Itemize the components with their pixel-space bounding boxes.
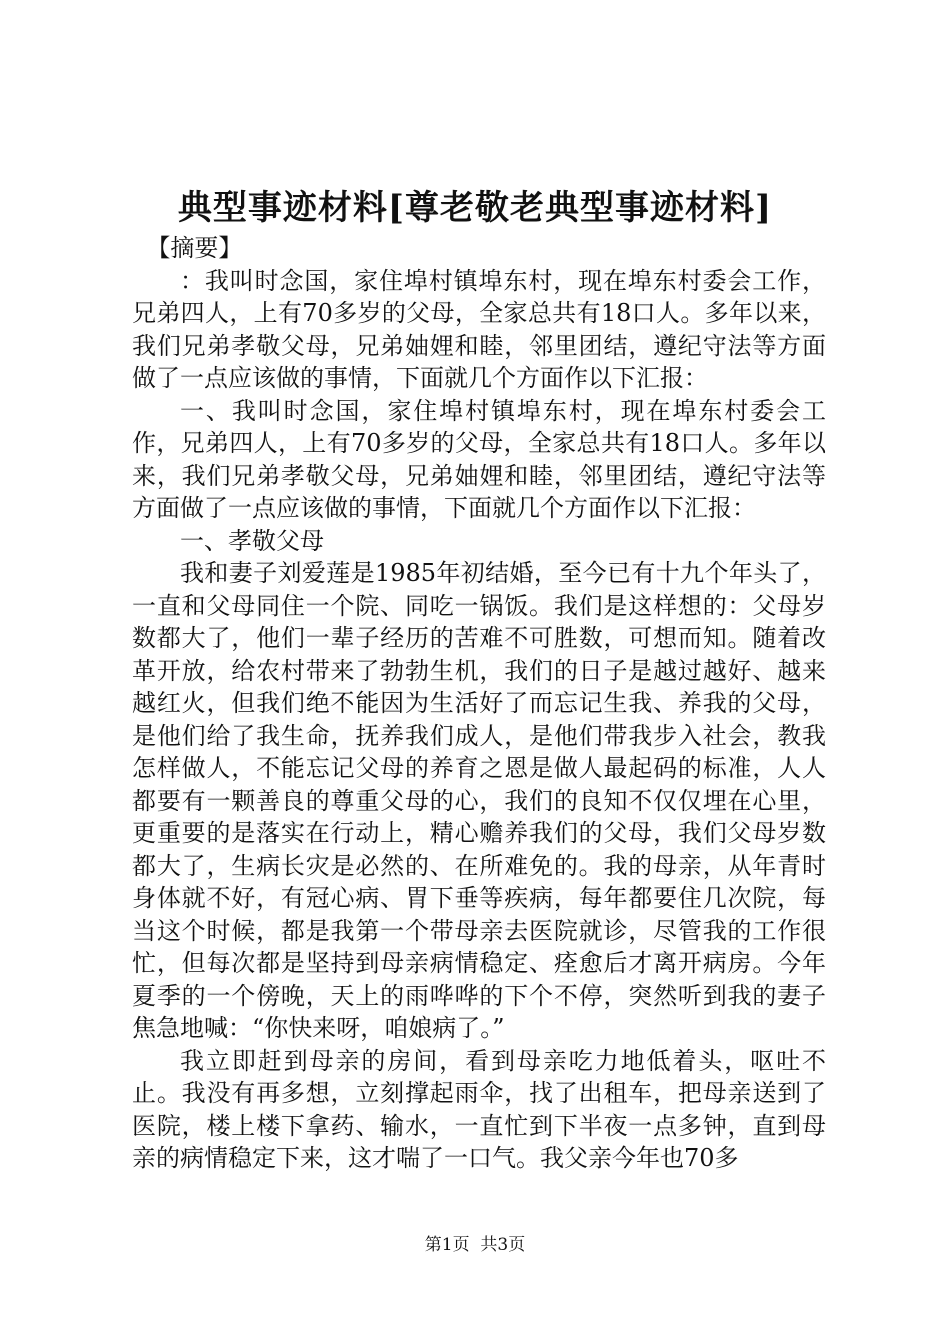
body-paragraph: 一、我叫时念国，家住埠村镇埠东村，现在埠东村委会工作，兄弟四人，上有70多岁的父母，全家总共有18口人。多年以来，我们兄弟孝敬父母，兄弟妯娌和睦，邻里团结，遵纪守法等方面做了一点应该做的事情，下面就几个方面作以下汇报：	[132, 396, 826, 522]
section-heading: 一、孝敬父母	[180, 526, 324, 555]
page-footer: 第1页 共3页	[424, 1235, 526, 1255]
body-paragraph: 我和妻子刘爱莲是1985年初结婚，至今已有十九个年头了，一直和父母同住一个院、同吃一锅饭。我们是这样想的：父母岁数都大了，他们一辈子经历的苦难不可胜数，可想而知。随着改革开放，给农村带来了勃勃生机，我们的日子是越过越好、越来越红火，但我们绝不能因为生活好了而忘记生我、养我的父母，是他们给了我生命，抚养我们成人，是他们带我步入社会，教我怎样做人，不能忘记父母的养育之恩是做人最起码的标准，人人都要有一颗善良的尊重父母的心，我们的良知不仅仅埋在心里，更重要的是落实在行动上，精心赡养我们的父母，我们父母岁数都大了，生病长灾是必然的、在所难免的。我的母亲，从年青时身体就不好，有冠心病、胃下垂等疾病，每年都要住几次院，每当这个时候，都是我第一个带母亲去医院就诊，尽管我的工作很忙，但每次都是坚持到母亲病情稳定、痊愈后才离开病房。今年夏季的一个傍晚，天上的雨哗哗的下个不停，突然听到我的妻子焦急地喊：“你快来呀，咱娘病了。”	[132, 559, 826, 1042]
abstract-heading: 【摘要】	[146, 234, 243, 262]
document-title: 典型事迹材料[尊老敬老典型事迹材料]	[177, 188, 773, 228]
body-paragraph: 我立即赶到母亲的房间，看到母亲吃力地低着头，呕吐不止。我没有再多想，立刻撑起雨伞，找了出租车，把母亲送到了医院，楼上楼下拿药、输水，一直忙到下半夜一点多钟，直到母亲的病情稳定下来，这才喘了一口气。我父亲今年也70多	[132, 1046, 826, 1172]
document-body	[132, 232, 826, 1175]
abstract-paragraph: ：我叫时念国，家住埠村镇埠东村，现在埠东村委会工作，兄弟四人，上有70多岁的父母，全家总共有18口人。多年以来，我们兄弟孝敬父母，兄弟妯娌和睦，邻里团结，遵纪守法等方面做了一点应该做的事情，下面就几个方面作以下汇报：	[132, 266, 826, 392]
